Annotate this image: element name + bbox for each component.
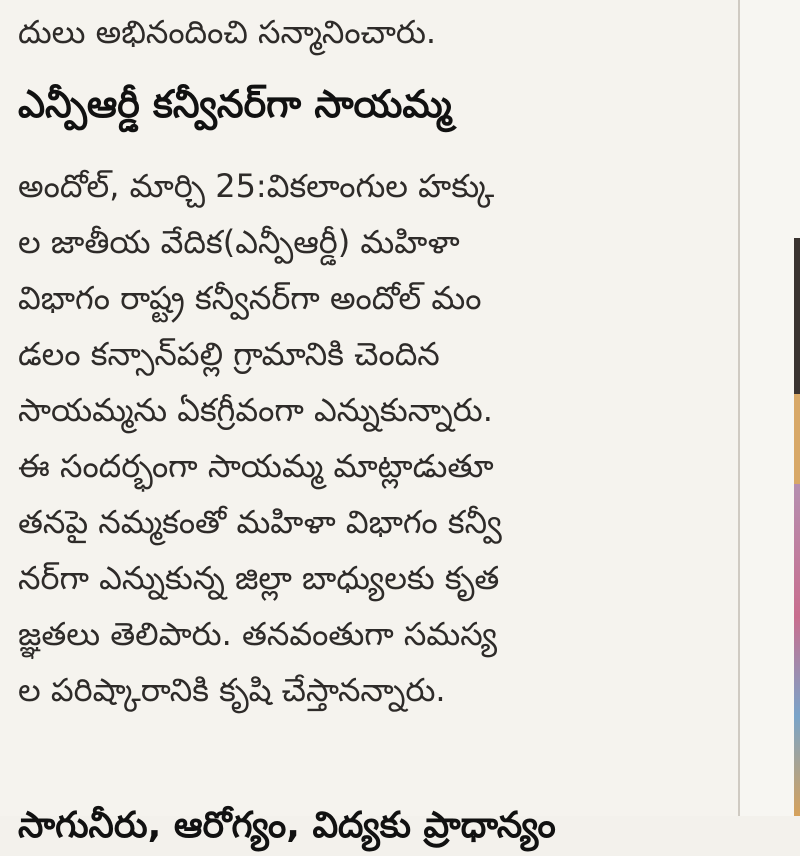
adjacent-column-edge: [740, 0, 800, 816]
body-line-2: ల జాతీయ వేదిక(ఎన్పీఆర్డీ) మహిళా: [18, 223, 460, 261]
body-line-7: తనపై నమ్మకంతో మహిళా విభాగం కన్వీ: [18, 503, 502, 541]
body-line-6: ఈ సందర్భంగా సాయమ్మ మాట్లాడుతూ: [18, 447, 494, 485]
body-line-4: డలం కన్సాన్‌పల్లి గ్రామానికి చెందిన: [18, 335, 440, 373]
article-headline: ఎన్పీఆర్డీ కన్వీనర్‌గా సాయమ్మ: [18, 82, 452, 126]
body-line-3: విభాగం రాష్ట్ర కన్వీనర్‌గా అందోల్ మం: [18, 279, 482, 317]
body-line-1: అందోల్, మార్చి 25:వికలాంగుల హక్కు: [18, 167, 495, 205]
next-article-heading-text: సాగునీరు, ఆరోగ్యం, విద్యకు ప్రాధాన్యం: [18, 805, 556, 846]
previous-article-last-line: దులు అభినందించి సన్మానించారు.: [18, 13, 437, 51]
photo-edge-dark: [794, 238, 800, 394]
next-article-heading-cropped: [18, 778, 718, 846]
body-line-10: ల పరిష్కారానికి కృషి చేస్తానన్నారు.: [18, 671, 446, 709]
body-line-8: నర్‌గా ఎన్నుకున్న జిల్లా బాధ్యులకు కృత: [18, 559, 500, 597]
body-line-5: సాయమ్మను ఏకగ్రీవంగా ఎన్నుకున్నారు.: [18, 391, 493, 429]
photo-edge-amber: [794, 394, 800, 484]
body-line-9: జ్ఞతలు తెలిపారు. తనవంతుగా సమస్య: [18, 615, 497, 653]
photo-edge-color: [794, 484, 800, 816]
